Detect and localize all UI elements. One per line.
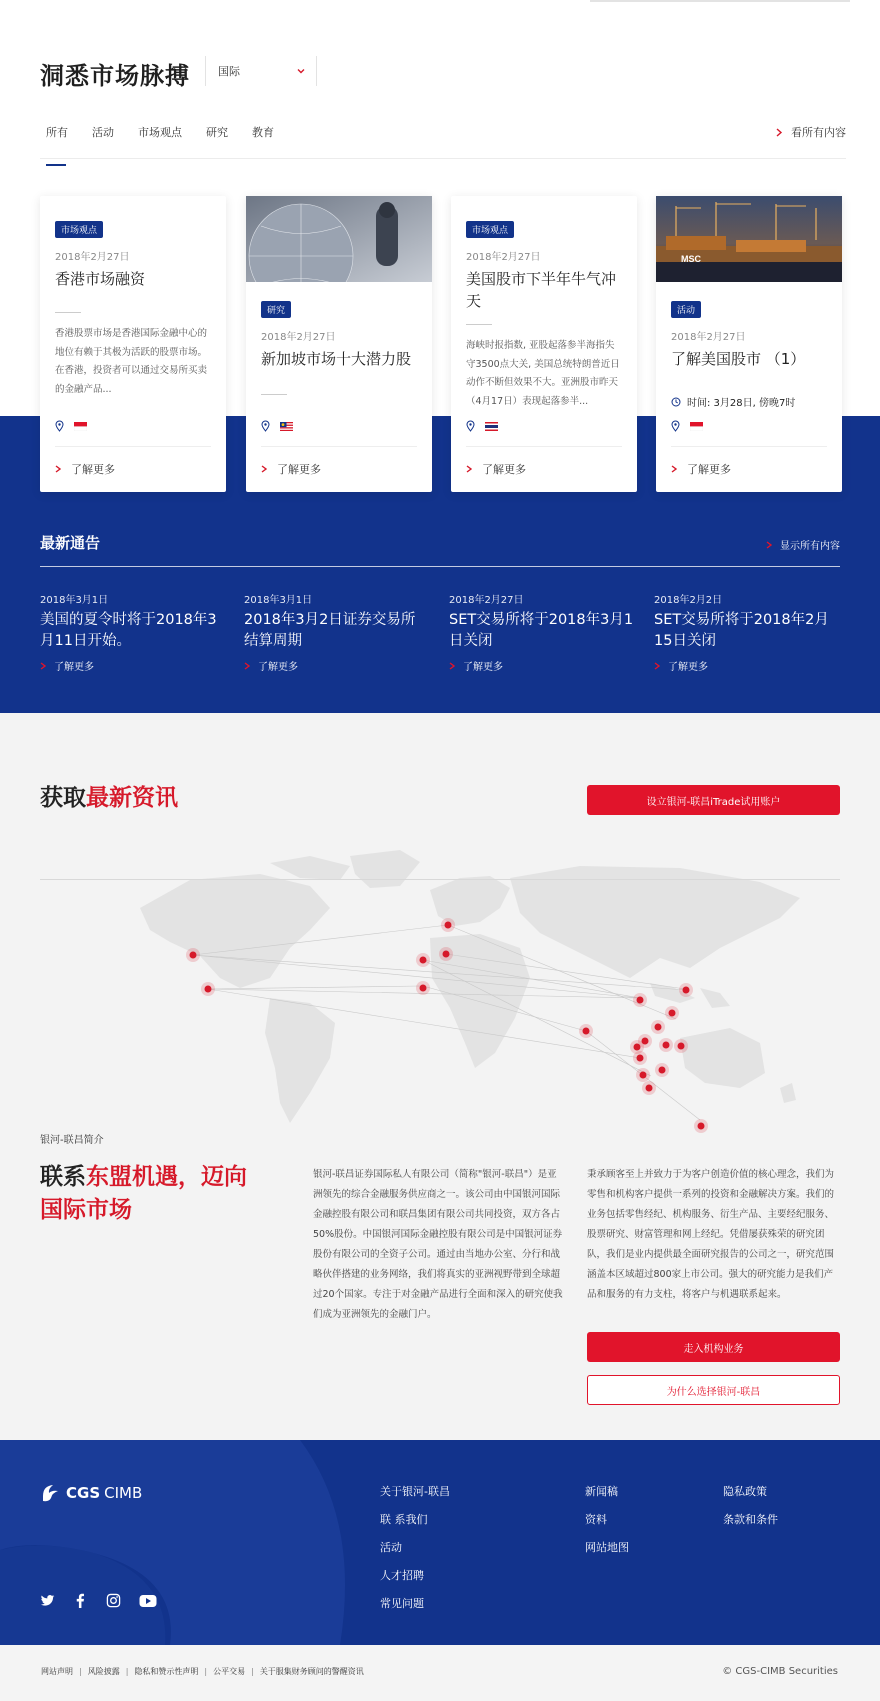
card-meta [671, 420, 703, 432]
chevron-right-icon [671, 465, 677, 473]
footer-link-contact[interactable]: 联 系我们 [380, 1513, 428, 1526]
chevron-right-icon [261, 465, 267, 473]
thailand-flag-icon [485, 422, 498, 431]
intro-paragraph-1: 银河-联昌证券国际私人有限公司（简称"银河-联昌"）是亚洲领先的综合金融服务供应商之一。该公司由中国银河国际金融控股有限公司和联昌集团有限公司共同投资，双方各占50%股份。中国银河国际金融控股有限公司是中国银河证券股份有限公司的全资子公司。通过由当地办公室、分行和战略伙伴搭建的业务网络，我们将真实的亚洲视野带到全球超过20个国家。专注于对金融产品进行全面和深入的研究使我们成为亚洲领先的金融门户。 [313, 1169, 563, 1320]
footer-link-privacy[interactable]: 隐私政策 [723, 1485, 767, 1498]
chevron-right-icon [449, 662, 455, 670]
office-location-marker [674, 1039, 688, 1053]
tab-market-views[interactable]: 市场观点 [138, 126, 182, 139]
footer-link-terms[interactable]: 条款和条件 [723, 1513, 778, 1526]
announcement-date: 2018年3月1日 [244, 595, 313, 606]
footer-decorative-swoosh [0, 1440, 880, 1645]
card-title: 了解美国股市 （1） [671, 350, 806, 368]
office-location-marker [651, 1020, 665, 1034]
logo-thin-text: CIMB [104, 1484, 143, 1502]
chevron-right-icon [466, 465, 472, 473]
copyright: © CGS-CIMB Securities [722, 1666, 838, 1677]
legal-separator: | [125, 1667, 129, 1676]
tab-events[interactable]: 活动 [92, 126, 114, 139]
category-badge: 市场观点 [466, 221, 514, 238]
office-location-marker [665, 1006, 679, 1020]
card-title: 美国股市下半年牛气冲天 [466, 270, 617, 310]
card-meta-divider [261, 446, 417, 447]
institutional-business-button[interactable]: 走入机构业务 [587, 1332, 840, 1362]
announcements-title: 最新通告 [40, 534, 101, 552]
card-meta-divider [671, 446, 827, 447]
footer-link-careers[interactable]: 人才招聘 [380, 1569, 424, 1582]
office-location-marker [579, 1024, 593, 1038]
footer-link-events[interactable]: 活动 [380, 1541, 402, 1554]
office-location-marker [659, 1038, 673, 1052]
legal-bar [0, 1645, 880, 1701]
announcement-item [40, 591, 225, 673]
office-location-marker [201, 982, 215, 996]
logo-bold-text: CGS [66, 1484, 101, 1502]
page-title: 洞悉市场脉搏 [40, 62, 190, 90]
category-badge: 研究 [261, 301, 291, 318]
svg-text:MSC: MSC [681, 254, 701, 264]
see-all-link[interactable] [775, 124, 846, 140]
learn-more-label: 了解更多 [277, 463, 321, 476]
content-card[interactable] [40, 196, 226, 492]
chevron-right-icon [244, 662, 250, 670]
office-location-marker [679, 983, 693, 997]
twitter-icon[interactable] [40, 1593, 55, 1608]
location-pin-icon [671, 420, 680, 432]
announcement-learn-more[interactable] [244, 658, 429, 673]
footer-link-faq[interactable]: 常见问题 [380, 1597, 424, 1610]
card-image-port [656, 196, 842, 282]
legal-link-privacy[interactable]: 隐私和赞示性声明 [134, 1667, 199, 1676]
news-section-title [40, 779, 178, 812]
card-date: 2018年2月27日 [466, 252, 541, 263]
card-date: 2018年2月27日 [671, 332, 746, 343]
chevron-right-icon [654, 662, 660, 670]
content-card[interactable] [656, 196, 842, 492]
clock-icon [671, 397, 681, 407]
region-select-value: 国际 [218, 65, 240, 78]
office-location-marker [416, 981, 430, 995]
intro-heading-highlight-2: 国际市场 [40, 1197, 132, 1223]
learn-more-link[interactable] [671, 461, 731, 477]
learn-more-link[interactable] [261, 461, 321, 477]
news-title-plain: 获取 [40, 785, 86, 811]
card-title: 新加坡市场十大潜力股 [261, 350, 412, 368]
card-title: 香港市场融资 [55, 270, 146, 288]
announcement-title[interactable]: 2018年3月2日证券交易所结算周期 [244, 612, 416, 649]
singapore-flag-icon [74, 422, 87, 431]
chevron-right-icon [775, 128, 783, 137]
intro-heading-plain: 联系 [40, 1164, 86, 1190]
why-choose-us-button[interactable]: 为什么选择银河-联昌 [587, 1375, 840, 1405]
tab-research[interactable]: 研究 [206, 126, 228, 139]
card-meta-divider [466, 446, 622, 447]
intro-heading [40, 1161, 280, 1227]
office-location-marker [633, 1051, 647, 1065]
social-links [40, 1593, 157, 1608]
legal-link-fair-dealing[interactable]: 公平交易 [213, 1667, 246, 1676]
announcement-learn-more[interactable] [654, 658, 839, 673]
announcement-item [244, 591, 429, 673]
intro-label: 银河-联昌简介 [40, 1135, 104, 1146]
legal-separator: | [79, 1667, 82, 1676]
announcement-learn-more[interactable] [40, 658, 225, 673]
announcement-title[interactable]: SET交易所将于2018年2月15日关闭 [654, 612, 829, 649]
legal-link-advisory[interactable]: 关于服集财务顾问的警醒资讯 [259, 1667, 364, 1676]
network-lines-illustration [0, 713, 880, 1440]
learn-more-label: 了解更多 [258, 662, 298, 673]
top-accent-bar [590, 0, 850, 2]
learn-more-label: 了解更多 [71, 463, 115, 476]
learn-more-link[interactable] [466, 461, 526, 477]
announcement-title[interactable]: 美国的夏令时将于2018年3月11日开始。 [40, 612, 217, 649]
card-divider [55, 312, 81, 313]
learn-more-label: 了解更多 [668, 662, 708, 673]
announcements-divider [40, 566, 840, 567]
content-card[interactable] [246, 196, 432, 492]
card-meta [261, 420, 293, 432]
event-time-label: 时间: 3月28日, 傍晚7时 [687, 398, 796, 409]
category-badge: 市场观点 [55, 221, 103, 238]
see-all-label: 看所有内容 [791, 126, 846, 139]
chevron-right-icon [55, 465, 61, 473]
card-date: 2018年2月27日 [55, 252, 130, 263]
announcements-see-all-label: 显示所有内容 [780, 541, 840, 552]
announcement-title[interactable]: SET交易所将于2018年3月1日关闭 [449, 612, 634, 649]
card-image-globe [246, 196, 432, 282]
office-location-marker [441, 918, 455, 932]
announcement-date: 2018年2月2日 [654, 595, 723, 606]
cgs-cimb-logo-mark [40, 1482, 62, 1504]
office-location-marker [416, 953, 430, 967]
learn-more-label: 了解更多 [463, 662, 503, 673]
office-location-marker [633, 993, 647, 1007]
legal-links [41, 1666, 364, 1677]
announcement-date: 2018年3月1日 [40, 595, 109, 606]
announcements-see-all-link[interactable] [766, 537, 840, 552]
intro-heading-highlight-1: 东盟机遇，迈向 [86, 1164, 247, 1190]
location-pin-icon [55, 420, 64, 432]
announcement-date: 2018年2月27日 [449, 595, 524, 606]
office-location-marker [655, 1063, 669, 1077]
office-location-marker [642, 1081, 656, 1095]
instagram-icon[interactable] [106, 1593, 121, 1608]
singapore-flag-icon [690, 422, 703, 431]
open-trial-account-button[interactable]: 设立银河-联昌iTrade试用账户 [587, 785, 840, 815]
office-location-marker [439, 947, 453, 961]
news-section [0, 713, 880, 1440]
card-meta-divider [55, 446, 211, 447]
chevron-right-icon [40, 662, 46, 670]
footer-link-sitemap[interactable]: 网站地图 [585, 1541, 629, 1554]
chevron-down-icon [296, 66, 306, 76]
card-meta [55, 420, 87, 432]
news-title-highlight: 最新资讯 [86, 785, 178, 811]
tab-all[interactable]: 所有 [46, 124, 68, 166]
card-meta [466, 420, 498, 432]
news-divider [40, 879, 840, 880]
announcement-item [449, 591, 634, 673]
card-divider [466, 324, 492, 325]
footer-link-press[interactable]: 新闻稿 [585, 1485, 618, 1498]
malaysia-flag-icon [280, 422, 293, 431]
learn-more-label: 了解更多 [54, 662, 94, 673]
tab-education[interactable]: 教育 [252, 126, 274, 139]
office-location-marker [636, 1068, 650, 1082]
learn-more-link[interactable] [55, 461, 115, 477]
legal-link-disclaimer[interactable]: 网站声明 [41, 1667, 73, 1676]
card-date: 2018年2月27日 [261, 332, 336, 343]
intro-paragraph-2: 秉承顾客至上并致力于为客户创造价值的核心理念，我们为零售和机构客户提供一系列的投资和金融解决方案。我们的业务包括零售经纪、机构服务、衍生产品、主要经纪服务、股票研究、财富管理和网上经纪。凭借屡获殊荣的研究团队，我们是业内提供最全面研究报告的公司之一，研究范围涵盖本区域超过800家上市公司。强大的研究能力是我们产品和服务的有力支柱，将客户与机遇联系起来。 [587, 1169, 835, 1300]
office-location-marker [186, 948, 200, 962]
chevron-right-icon [766, 541, 772, 549]
location-pin-icon [466, 420, 475, 432]
legal-separator: | [251, 1667, 254, 1676]
region-select[interactable] [205, 56, 317, 86]
youtube-icon[interactable] [139, 1594, 157, 1608]
footer-link-about[interactable]: 关于银河-联昌 [380, 1485, 450, 1498]
announcement-learn-more[interactable] [449, 658, 634, 673]
legal-separator: | [204, 1667, 208, 1676]
location-pin-icon [261, 420, 270, 432]
cgs-cimb-logo[interactable] [40, 1482, 142, 1504]
card-description: 香港股票市场是香港国际金融中心的地位有赖于其极为活跃的股票市场。在香港，投资者可以通过交易所买卖的金融产品... [55, 328, 208, 395]
learn-more-label: 了解更多 [482, 463, 526, 476]
content-card[interactable] [451, 196, 637, 492]
facebook-icon[interactable] [73, 1593, 88, 1608]
legal-link-risk[interactable]: 风险披露 [87, 1667, 120, 1676]
event-time [671, 394, 827, 409]
office-location-marker [694, 1119, 708, 1133]
footer [0, 1440, 880, 1645]
learn-more-label: 了解更多 [687, 463, 731, 476]
content-tabs [46, 124, 298, 166]
card-description: 海峡时报指数, 亚股起落参半海指失守3500点大关, 美国总统特朗普近日动作不断但效果不大。亚洲股市昨天（4月17日）表现起落参半... [466, 340, 620, 407]
announcement-item [654, 591, 839, 673]
category-badge: 活动 [671, 301, 701, 318]
card-divider [261, 394, 287, 395]
tabs-divider [40, 158, 846, 159]
footer-link-resources[interactable]: 资料 [585, 1513, 607, 1526]
